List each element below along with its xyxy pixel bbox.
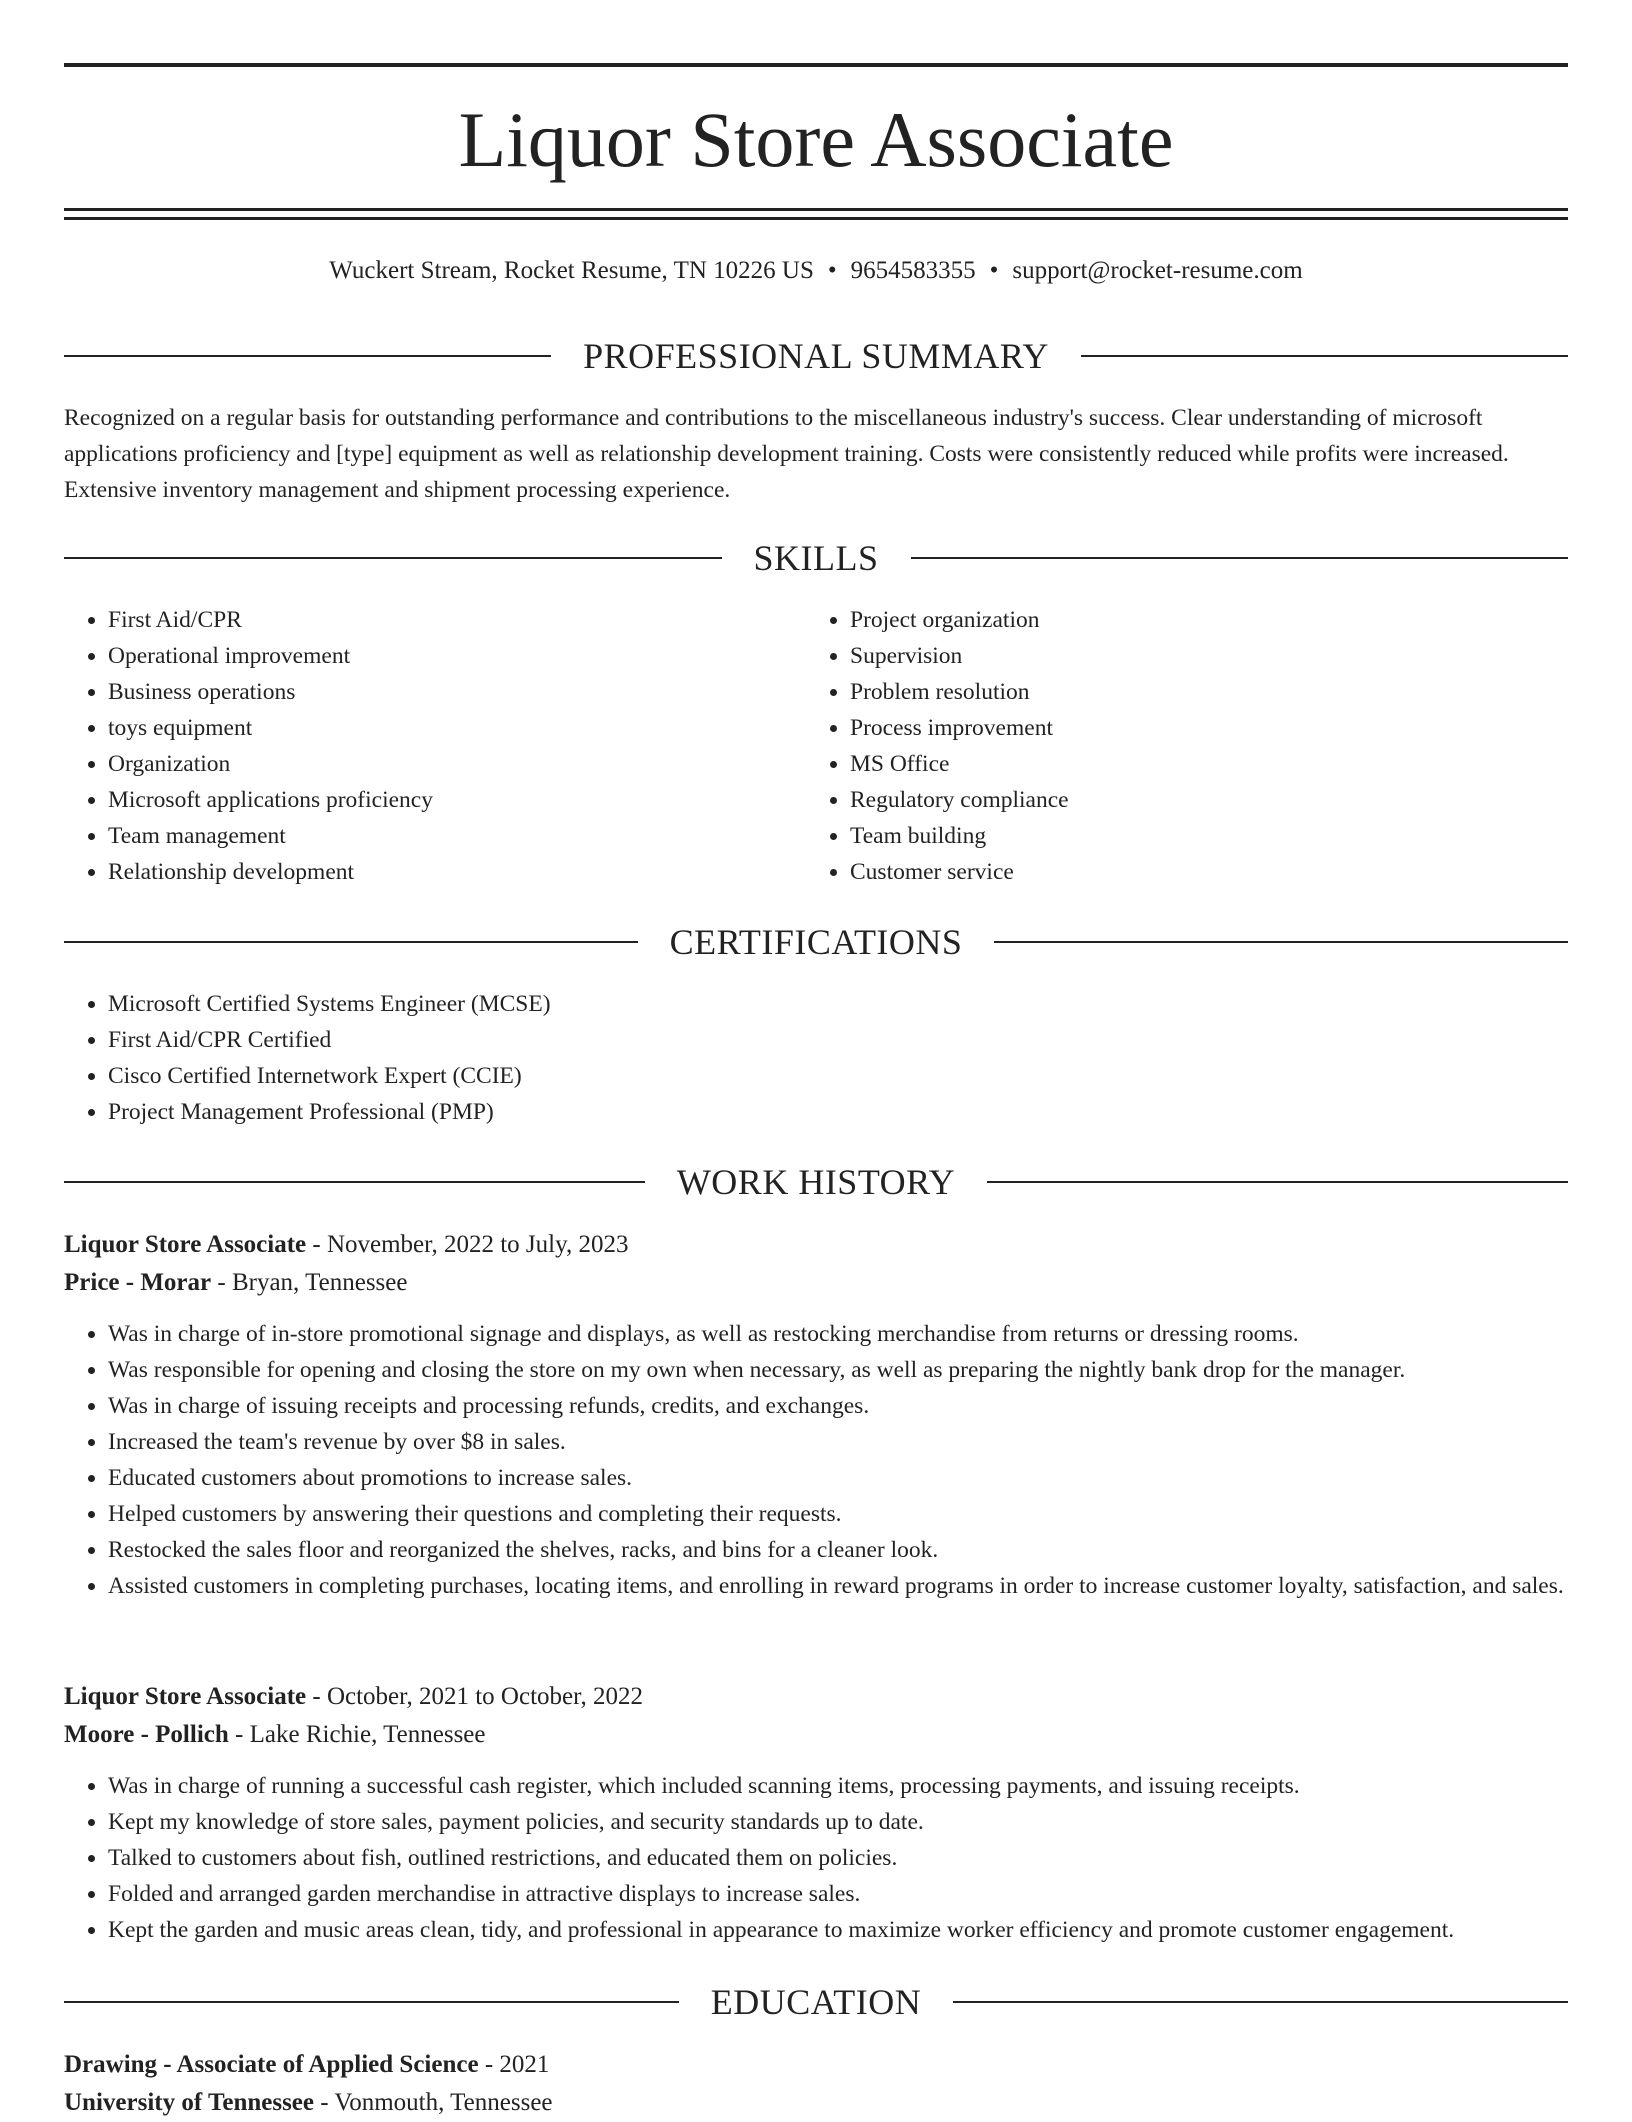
job-duty: • Assisted customers in completing purchases, locating items, and enrolling in reward programs in order to increase customer loyalty, satisfaction, and sales.	[108, 1568, 1568, 1604]
summary-text: Recognized on a regular basis for outstanding performance and contributions to the miscellaneous industry's success. Clear understanding of microsoft applications proficiency and [type] equipment as well as relationship development training. Costs were consistently reduced while profits were increased. Extensive inventory management and shipment processing experience.	[64, 405, 1509, 503]
skill-item: • toys equipment	[108, 710, 764, 746]
education-school: University of Tennessee	[64, 2089, 314, 2116]
section-heading-education	[64, 1982, 1568, 2022]
contact-address: Wuckert Stream, Rocket Resume, TN 10226 US	[329, 257, 814, 284]
certifications-list	[64, 986, 1464, 1130]
section-heading-skills	[64, 538, 1568, 578]
education-year: - 2021	[478, 2051, 550, 2078]
job-entry	[64, 1678, 1568, 1948]
education-entry	[64, 2046, 1568, 2122]
heading-rule	[64, 557, 722, 559]
skill-item: • Project organization	[850, 602, 1506, 638]
job-duty: • Was responsible for opening and closing the store on my own when necessary, as well as preparing the nightly bank drop for the manager.	[108, 1352, 1568, 1388]
heading-rule	[64, 355, 551, 357]
skills-column-left	[64, 602, 764, 890]
job-title-line	[64, 1678, 1568, 1716]
skills-column-right	[806, 602, 1506, 890]
certification-item: • First Aid/CPR Certified	[108, 1022, 1464, 1058]
contact-separator: •	[989, 257, 999, 284]
heading-rule	[64, 941, 638, 943]
section-title: SKILLS	[753, 538, 879, 578]
contact-phone: 9654583355	[850, 257, 976, 284]
job-duty: • Restocked the sales floor and reorganized the shelves, racks, and bins for a cleaner look.	[108, 1532, 1568, 1568]
skill-item: • Customer service	[850, 854, 1506, 890]
skill-item: • Microsoft applications proficiency	[108, 782, 764, 818]
section-title: EDUCATION	[710, 1982, 922, 2022]
job-company: Price - Morar	[64, 1269, 212, 1296]
heading-rule	[1081, 355, 1568, 357]
heading-rule	[994, 941, 1568, 943]
job-title: Liquor Store Associate	[64, 1683, 307, 1710]
contact-line	[64, 254, 1568, 288]
section-title: CERTIFICATIONS	[669, 922, 963, 962]
skill-item: • Process improvement	[850, 710, 1506, 746]
job-duties-list	[64, 1768, 1568, 1948]
skill-item: • Regulatory compliance	[850, 782, 1506, 818]
skill-item: • Business operations	[108, 674, 764, 710]
skill-item: • Relationship development	[108, 854, 764, 890]
job-dates: - October, 2021 to October, 2022	[306, 1683, 643, 1710]
education-location: - Vonmouth, Tennessee	[314, 2089, 553, 2116]
certification-item: • Cisco Certified Internetwork Expert (CCIE)	[108, 1058, 1464, 1094]
certification-item: • Microsoft Certified Systems Engineer (MCSE)	[108, 986, 1464, 1022]
job-entry	[64, 1226, 1568, 1604]
job-duty: • Helped customers by answering their questions and completing their requests.	[108, 1496, 1568, 1532]
heading-rule	[987, 1181, 1568, 1183]
job-duty: • Increased the team's revenue by over $8 in sales.	[108, 1424, 1568, 1460]
heading-rule	[64, 1181, 645, 1183]
job-duty: • Was in charge of in-store promotional signage and displays, as well as restocking merchandise from returns or dressing rooms.	[108, 1316, 1568, 1352]
skill-item: • Operational improvement	[108, 638, 764, 674]
skill-item: • Team building	[850, 818, 1506, 854]
job-title: Liquor Store Associate	[64, 1231, 307, 1258]
header-double-rule	[64, 208, 1568, 220]
job-duties-list	[64, 1316, 1568, 1604]
contact-email: support@rocket-resume.com	[1012, 257, 1303, 284]
job-duty: • Was in charge of running a successful cash register, which included scanning items, processing payments, and issuing receipts.	[108, 1768, 1568, 1804]
skill-item: • Team management	[108, 818, 764, 854]
job-duty: • Educated customers about promotions to increase sales.	[108, 1460, 1568, 1496]
skills-list	[806, 602, 1506, 890]
heading-rule	[911, 557, 1569, 559]
section-heading-certifications	[64, 922, 1568, 962]
job-duty: • Kept my knowledge of store sales, payment policies, and security standards up to date.	[108, 1804, 1568, 1840]
heading-rule	[64, 2001, 679, 2003]
education-degree: Drawing - Associate of Applied Science	[64, 2051, 479, 2078]
section-heading-summary	[64, 336, 1568, 376]
job-dates: - November, 2022 to July, 2023	[306, 1231, 629, 1258]
skill-item: • Problem resolution	[850, 674, 1506, 710]
job-duty: • Folded and arranged garden merchandise in attractive displays to increase sales.	[108, 1876, 1568, 1912]
skill-item: • First Aid/CPR	[108, 602, 764, 638]
job-duty: • Was in charge of issuing receipts and processing refunds, credits, and exchanges.	[108, 1388, 1568, 1424]
section-title: PROFESSIONAL SUMMARY	[583, 336, 1049, 376]
job-title-line	[64, 1226, 1568, 1264]
education-school-line	[64, 2084, 1568, 2122]
header-top-rule	[64, 63, 1568, 67]
skills-list	[64, 602, 764, 890]
job-duty: • Kept the garden and music areas clean, tidy, and professional in appearance to maximize worker efficiency and promote customer engagement.	[108, 1912, 1568, 1948]
job-company-line	[64, 1716, 1568, 1754]
skill-item: • Organization	[108, 746, 764, 782]
skill-item: • MS Office	[850, 746, 1506, 782]
job-company-line	[64, 1264, 1568, 1302]
resume-title: Liquor Store Associate	[458, 96, 1174, 183]
job-location: - Bryan, Tennessee	[211, 1269, 408, 1296]
education-degree-line	[64, 2046, 1568, 2084]
certification-item: • Project Management Professional (PMP)	[108, 1094, 1464, 1130]
job-company: Moore - Pollich	[64, 1721, 229, 1748]
skill-item: • Supervision	[850, 638, 1506, 674]
contact-separator: •	[827, 257, 837, 284]
job-location: - Lake Richie, Tennessee	[228, 1721, 486, 1748]
job-duty: • Talked to customers about fish, outlined restrictions, and educated them on policies.	[108, 1840, 1568, 1876]
certifications-block	[64, 986, 1464, 1130]
section-title: WORK HISTORY	[676, 1162, 956, 1202]
section-heading-work-history	[64, 1162, 1568, 1202]
heading-rule	[953, 2001, 1568, 2003]
